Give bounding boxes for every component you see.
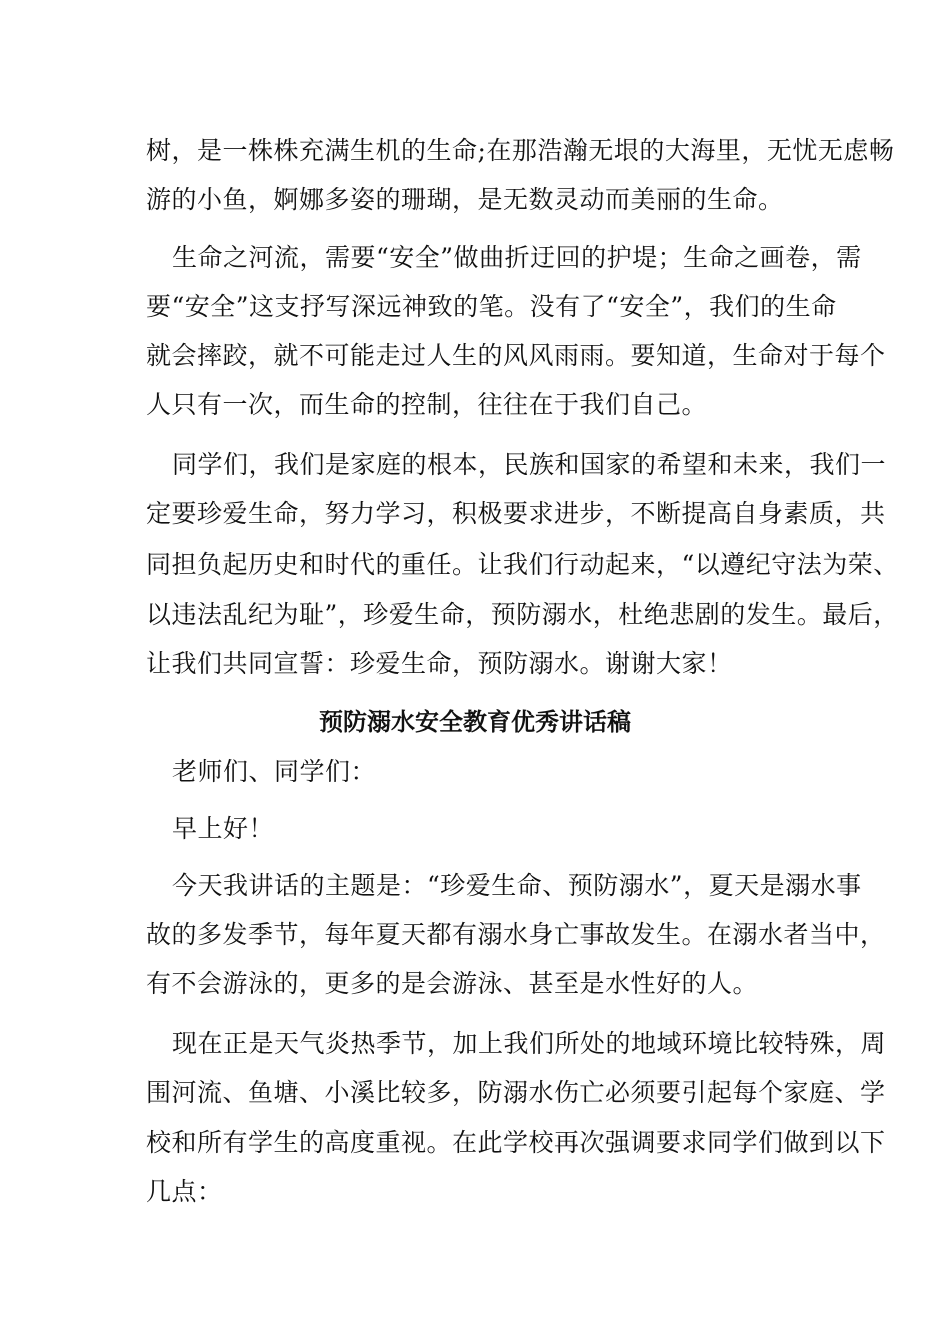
paragraph-line: 定要珍爱生命，努力学习，积极要求进步，不断提高自身素质，共: [146, 499, 886, 528]
paragraph-line: 要“安全”这支抒写深远神致的笔。没有了“安全”，我们的生命: [146, 292, 837, 321]
paragraph-line: 同学们，我们是家庭的根本，民族和国家的希望和未来，我们一: [172, 450, 887, 479]
paragraph-line: 有不会游泳的，更多的是会游泳、甚至是水性好的人。: [146, 969, 759, 998]
paragraph-line: 就会摔跤，就不可能走过人生的风风雨雨。要知道，生命对于每个: [146, 341, 886, 370]
paragraph-line: 树，是一株株充满生机的生命;在那浩瀚无垠的大海里，无忧无虑畅: [146, 136, 895, 165]
paragraph-line: 人只有一次，而生命的控制，往往在于我们自己。: [146, 390, 708, 419]
paragraph-line: 游的小鱼，婀娜多姿的珊瑚，是无数灵动而美丽的生命。: [146, 185, 784, 214]
paragraph-line: 老师们、同学们：: [172, 757, 377, 786]
paragraph-line: 早上好！: [172, 814, 275, 843]
paragraph-line: 让我们共同宣誓：珍爱生命，预防溺水。谢谢大家！: [146, 649, 733, 678]
paragraph-line: 以违法乱纪为耻”，珍爱生命，预防溺水，杜绝悲剧的发生。最后，: [146, 600, 899, 629]
paragraph-line: 同担负起历史和时代的重任。让我们行动起来，“以遵纪守法为荣、: [146, 550, 899, 579]
paragraph-line: 现在正是天气炎热季节，加上我们所处的地域环境比较特殊，周: [172, 1029, 887, 1058]
section-title: 预防溺水安全教育优秀讲话稿: [319, 708, 631, 736]
paragraph-line: 围河流、鱼塘、小溪比较多，防溺水伤亡必须要引起每个家庭、学: [146, 1078, 886, 1107]
paragraph-line: 今天我讲话的主题是：“珍爱生命、预防溺水”，夏天是溺水事: [172, 871, 862, 900]
paragraph-line: 几点：: [146, 1177, 223, 1206]
paragraph-line: 故的多发季节，每年夏天都有溺水身亡事故发生。在溺水者当中，: [146, 920, 886, 949]
paragraph-line: 校和所有学生的高度重视。在此学校再次强调要求同学们做到以下: [146, 1128, 886, 1157]
paragraph-line: 生命之河流，需要“安全”做曲折迂回的护堤；生命之画卷，需: [172, 243, 862, 272]
